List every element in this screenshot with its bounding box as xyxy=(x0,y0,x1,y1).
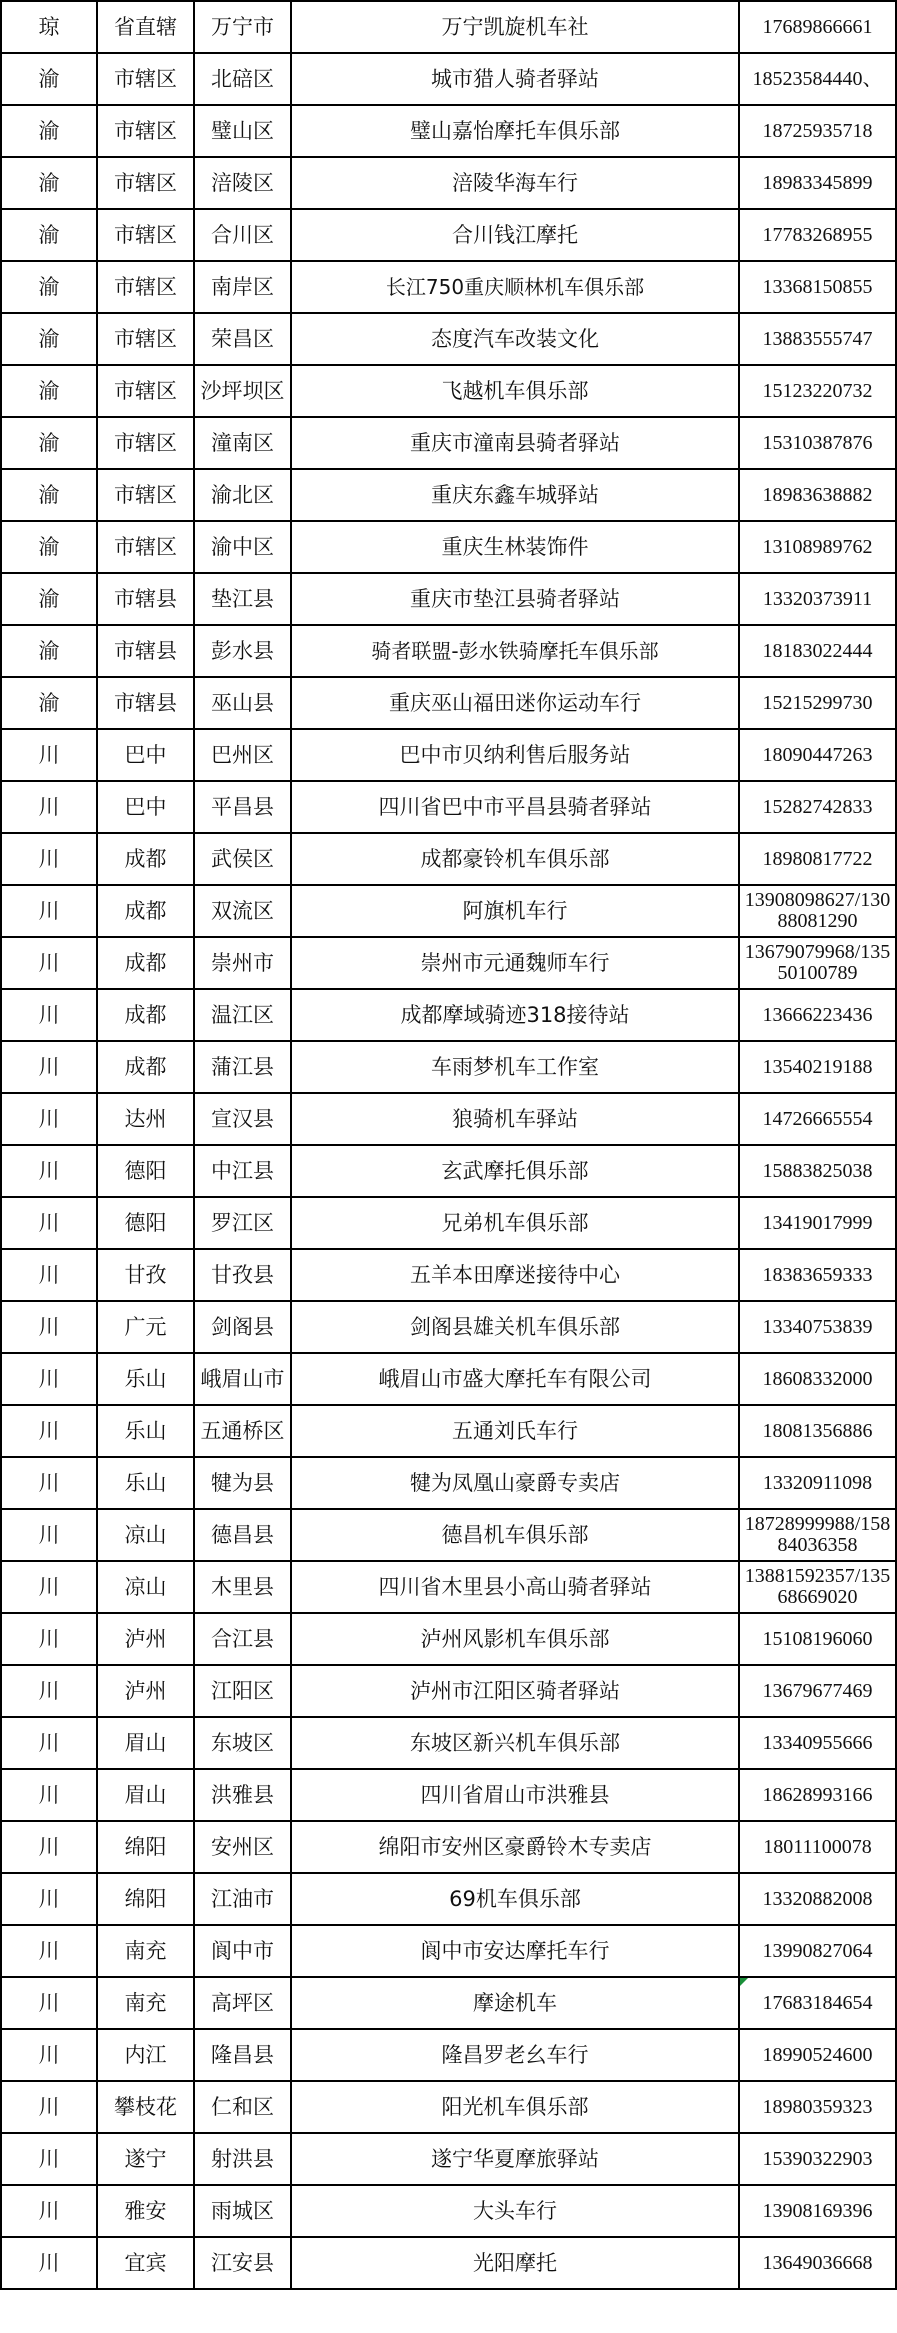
phone-cell: 17689866661 xyxy=(739,1,896,53)
phone-cell: 18990524600 xyxy=(739,2029,896,2081)
province-cell: 川 xyxy=(1,1717,97,1769)
city-cell: 眉山 xyxy=(97,1717,194,1769)
phone-cell: 14726665554 xyxy=(739,1093,896,1145)
district-cell: 雨城区 xyxy=(194,2185,291,2237)
phone-cell: 18983638882 xyxy=(739,469,896,521)
province-cell: 琼 xyxy=(1,1,97,53)
phone-cell: 18523584440、 xyxy=(739,53,896,105)
name-cell: 阿旗机车行 xyxy=(291,885,739,937)
province-cell: 渝 xyxy=(1,261,97,313)
city-cell: 绵阳 xyxy=(97,1821,194,1873)
name-cell: 四川省眉山市洪雅县 xyxy=(291,1769,739,1821)
phone-cell: 13320373911 xyxy=(739,573,896,625)
province-cell: 渝 xyxy=(1,573,97,625)
table-row xyxy=(1,729,896,781)
district-cell: 沙坪坝区 xyxy=(194,365,291,417)
phone-cell: 18980817722 xyxy=(739,833,896,885)
table-row xyxy=(1,1717,896,1769)
district-cell: 木里县 xyxy=(194,1561,291,1613)
district-cell: 双流区 xyxy=(194,885,291,937)
table-row xyxy=(1,1093,896,1145)
phone-cell: 15215299730 xyxy=(739,677,896,729)
phone-cell: 15108196060 xyxy=(739,1613,896,1665)
province-cell: 川 xyxy=(1,1145,97,1197)
table-row xyxy=(1,1353,896,1405)
province-cell: 川 xyxy=(1,1561,97,1613)
name-cell: 阳光机车俱乐部 xyxy=(291,2081,739,2133)
city-cell: 市辖县 xyxy=(97,677,194,729)
district-cell: 渝北区 xyxy=(194,469,291,521)
district-cell: 中江县 xyxy=(194,1145,291,1197)
table-row xyxy=(1,573,896,625)
table-row xyxy=(1,2029,896,2081)
name-cell: 剑阁县雄关机车俱乐部 xyxy=(291,1301,739,1353)
province-cell: 川 xyxy=(1,2029,97,2081)
district-cell: 崇州市 xyxy=(194,937,291,989)
district-cell: 合川区 xyxy=(194,209,291,261)
table-row xyxy=(1,521,896,573)
city-cell: 攀枝花 xyxy=(97,2081,194,2133)
city-cell: 市辖区 xyxy=(97,417,194,469)
district-cell: 安州区 xyxy=(194,1821,291,1873)
province-cell: 川 xyxy=(1,1613,97,1665)
district-cell: 仁和区 xyxy=(194,2081,291,2133)
district-cell: 阆中市 xyxy=(194,1925,291,1977)
table-row xyxy=(1,781,896,833)
district-cell: 合江县 xyxy=(194,1613,291,1665)
name-cell: 摩途机车 xyxy=(291,1977,739,2029)
city-cell: 南充 xyxy=(97,1925,194,1977)
phone-cell: 13419017999 xyxy=(739,1197,896,1249)
district-cell: 东坡区 xyxy=(194,1717,291,1769)
province-cell: 渝 xyxy=(1,53,97,105)
province-cell: 渝 xyxy=(1,521,97,573)
city-cell: 乐山 xyxy=(97,1457,194,1509)
city-cell: 省直辖 xyxy=(97,1,194,53)
table-row xyxy=(1,2185,896,2237)
province-cell: 川 xyxy=(1,2081,97,2133)
phone-cell: 18011100078 xyxy=(739,1821,896,1873)
district-cell: 德昌县 xyxy=(194,1509,291,1561)
table-body xyxy=(1,1,896,2289)
city-cell: 内江 xyxy=(97,2029,194,2081)
phone-cell: 13908169396 xyxy=(739,2185,896,2237)
province-cell: 川 xyxy=(1,2237,97,2289)
table-row xyxy=(1,1561,896,1613)
province-cell: 川 xyxy=(1,1977,97,2029)
name-cell: 阆中市安达摩托车行 xyxy=(291,1925,739,1977)
phone-cell: 18628993166 xyxy=(739,1769,896,1821)
phone-cell: 17783268955 xyxy=(739,209,896,261)
table-row xyxy=(1,1405,896,1457)
district-cell: 彭水县 xyxy=(194,625,291,677)
name-cell: 璧山嘉怡摩托车俱乐部 xyxy=(291,105,739,157)
province-cell: 川 xyxy=(1,885,97,937)
table-row xyxy=(1,105,896,157)
city-cell: 市辖区 xyxy=(97,209,194,261)
province-cell: 川 xyxy=(1,1509,97,1561)
table-row xyxy=(1,1249,896,1301)
name-cell: 重庆东鑫车城驿站 xyxy=(291,469,739,521)
phone-cell: 18608332000 xyxy=(739,1353,896,1405)
name-cell: 成都摩域骑迹318接待站 xyxy=(291,989,739,1041)
province-cell: 川 xyxy=(1,1353,97,1405)
name-cell: 兄弟机车俱乐部 xyxy=(291,1197,739,1249)
table-row xyxy=(1,1301,896,1353)
district-cell: 江阳区 xyxy=(194,1665,291,1717)
district-cell: 涪陵区 xyxy=(194,157,291,209)
city-cell: 宜宾 xyxy=(97,2237,194,2289)
name-cell: 飞越机车俱乐部 xyxy=(291,365,739,417)
district-cell: 犍为县 xyxy=(194,1457,291,1509)
province-cell: 川 xyxy=(1,937,97,989)
name-cell: 城市猎人骑者驿站 xyxy=(291,53,739,105)
city-cell: 成都 xyxy=(97,885,194,937)
district-cell: 璧山区 xyxy=(194,105,291,157)
province-cell: 川 xyxy=(1,1457,97,1509)
phone-cell: 15310387876 xyxy=(739,417,896,469)
district-cell: 荣昌区 xyxy=(194,313,291,365)
table-row xyxy=(1,937,896,989)
table-row xyxy=(1,885,896,937)
district-cell: 万宁市 xyxy=(194,1,291,53)
city-cell: 市辖区 xyxy=(97,521,194,573)
name-cell: 合川钱江摩托 xyxy=(291,209,739,261)
province-cell: 川 xyxy=(1,1249,97,1301)
table-row xyxy=(1,1,896,53)
phone-cell: 13340955666 xyxy=(739,1717,896,1769)
phone-cell: 15390322903 xyxy=(739,2133,896,2185)
district-cell: 巴州区 xyxy=(194,729,291,781)
phone-cell: 18725935718 xyxy=(739,105,896,157)
district-cell: 北碚区 xyxy=(194,53,291,105)
province-cell: 川 xyxy=(1,1665,97,1717)
name-cell: 玄武摩托俱乐部 xyxy=(291,1145,739,1197)
province-cell: 渝 xyxy=(1,157,97,209)
table-row xyxy=(1,989,896,1041)
phone-cell: 13679677469 xyxy=(739,1665,896,1717)
name-cell: 重庆市垫江县骑者驿站 xyxy=(291,573,739,625)
district-cell: 甘孜县 xyxy=(194,1249,291,1301)
province-cell: 川 xyxy=(1,1873,97,1925)
city-cell: 成都 xyxy=(97,1041,194,1093)
table-row xyxy=(1,1977,896,2029)
district-cell: 南岸区 xyxy=(194,261,291,313)
district-cell: 江油市 xyxy=(194,1873,291,1925)
name-cell: 大头车行 xyxy=(291,2185,739,2237)
district-cell: 平昌县 xyxy=(194,781,291,833)
city-cell: 市辖区 xyxy=(97,157,194,209)
table-row xyxy=(1,1509,896,1561)
city-cell: 甘孜 xyxy=(97,1249,194,1301)
province-cell: 川 xyxy=(1,1821,97,1873)
district-cell: 宣汉县 xyxy=(194,1093,291,1145)
table-row xyxy=(1,53,896,105)
province-cell: 川 xyxy=(1,989,97,1041)
city-cell: 市辖区 xyxy=(97,469,194,521)
city-cell: 巴中 xyxy=(97,729,194,781)
city-cell: 绵阳 xyxy=(97,1873,194,1925)
city-cell: 德阳 xyxy=(97,1145,194,1197)
province-cell: 川 xyxy=(1,1197,97,1249)
city-cell: 市辖区 xyxy=(97,261,194,313)
table-row xyxy=(1,261,896,313)
table-row xyxy=(1,677,896,729)
table-row xyxy=(1,833,896,885)
city-cell: 成都 xyxy=(97,937,194,989)
name-cell: 五羊本田摩迷接待中心 xyxy=(291,1249,739,1301)
phone-cell: 17683184654 xyxy=(739,1977,896,2029)
name-cell: 成都豪铃机车俱乐部 xyxy=(291,833,739,885)
table-row xyxy=(1,1665,896,1717)
phone-cell: 18183022444 xyxy=(739,625,896,677)
province-cell: 川 xyxy=(1,1769,97,1821)
province-cell: 川 xyxy=(1,1093,97,1145)
name-cell: 重庆生林装饰件 xyxy=(291,521,739,573)
province-cell: 川 xyxy=(1,781,97,833)
province-cell: 川 xyxy=(1,1301,97,1353)
district-cell: 射洪县 xyxy=(194,2133,291,2185)
table-row xyxy=(1,2133,896,2185)
name-cell: 涪陵华海车行 xyxy=(291,157,739,209)
name-cell: 五通刘氏车行 xyxy=(291,1405,739,1457)
phone-cell: 13666223436 xyxy=(739,989,896,1041)
phone-cell: 15123220732 xyxy=(739,365,896,417)
district-cell: 潼南区 xyxy=(194,417,291,469)
province-cell: 渝 xyxy=(1,365,97,417)
name-cell: 遂宁华夏摩旅驿站 xyxy=(291,2133,739,2185)
city-cell: 南充 xyxy=(97,1977,194,2029)
table-row xyxy=(1,2237,896,2289)
name-cell: 巴中市贝纳利售后服务站 xyxy=(291,729,739,781)
table-row xyxy=(1,417,896,469)
name-cell: 重庆市潼南县骑者驿站 xyxy=(291,417,739,469)
district-cell: 渝中区 xyxy=(194,521,291,573)
table-row xyxy=(1,1613,896,1665)
city-cell: 泸州 xyxy=(97,1613,194,1665)
city-cell: 成都 xyxy=(97,833,194,885)
name-cell: 长江750重庆顺林机车俱乐部 xyxy=(291,261,739,313)
phone-cell: 13649036668 xyxy=(739,2237,896,2289)
table-row xyxy=(1,1145,896,1197)
name-cell: 泸州市江阳区骑者驿站 xyxy=(291,1665,739,1717)
city-cell: 市辖县 xyxy=(97,625,194,677)
table-row xyxy=(1,1821,896,1873)
city-cell: 凉山 xyxy=(97,1509,194,1561)
table-row xyxy=(1,313,896,365)
name-cell: 重庆巫山福田迷你运动车行 xyxy=(291,677,739,729)
table-row xyxy=(1,1041,896,1093)
table-row xyxy=(1,2081,896,2133)
name-cell: 态度汽车改装文化 xyxy=(291,313,739,365)
city-cell: 广元 xyxy=(97,1301,194,1353)
city-cell: 巴中 xyxy=(97,781,194,833)
table-row xyxy=(1,1769,896,1821)
table-row xyxy=(1,469,896,521)
district-cell: 洪雅县 xyxy=(194,1769,291,1821)
city-cell: 市辖区 xyxy=(97,53,194,105)
phone-cell: 18383659333 xyxy=(739,1249,896,1301)
name-cell: 犍为凤凰山豪爵专卖店 xyxy=(291,1457,739,1509)
city-cell: 遂宁 xyxy=(97,2133,194,2185)
district-cell: 温江区 xyxy=(194,989,291,1041)
province-cell: 渝 xyxy=(1,469,97,521)
table-row xyxy=(1,1197,896,1249)
name-cell: 光阳摩托 xyxy=(291,2237,739,2289)
city-cell: 乐山 xyxy=(97,1353,194,1405)
district-cell: 武侯区 xyxy=(194,833,291,885)
district-cell: 罗江区 xyxy=(194,1197,291,1249)
name-cell: 隆昌罗老幺车行 xyxy=(291,2029,739,2081)
table-row xyxy=(1,1873,896,1925)
name-cell: 车雨梦机车工作室 xyxy=(291,1041,739,1093)
province-cell: 渝 xyxy=(1,313,97,365)
province-cell: 渝 xyxy=(1,677,97,729)
phone-cell: 13883555747 xyxy=(739,313,896,365)
table-row xyxy=(1,209,896,261)
name-cell: 峨眉山市盛大摩托车有限公司 xyxy=(291,1353,739,1405)
province-cell: 川 xyxy=(1,1041,97,1093)
phone-cell: 18983345899 xyxy=(739,157,896,209)
phone-cell: 13990827064 xyxy=(739,1925,896,1977)
name-cell: 万宁凯旋机车社 xyxy=(291,1,739,53)
city-cell: 市辖区 xyxy=(97,365,194,417)
city-cell: 雅安 xyxy=(97,2185,194,2237)
province-cell: 渝 xyxy=(1,625,97,677)
name-cell: 四川省木里县小高山骑者驿站 xyxy=(291,1561,739,1613)
city-cell: 成都 xyxy=(97,989,194,1041)
province-cell: 川 xyxy=(1,2133,97,2185)
city-cell: 乐山 xyxy=(97,1405,194,1457)
province-cell: 川 xyxy=(1,1925,97,1977)
district-cell: 江安县 xyxy=(194,2237,291,2289)
district-cell: 隆昌县 xyxy=(194,2029,291,2081)
district-cell: 巫山县 xyxy=(194,677,291,729)
city-cell: 泸州 xyxy=(97,1665,194,1717)
city-cell: 达州 xyxy=(97,1093,194,1145)
phone-cell: 13320882008 xyxy=(739,1873,896,1925)
name-cell: 骑者联盟-彭水铁骑摩托车俱乐部 xyxy=(291,625,739,677)
district-cell: 峨眉山市 xyxy=(194,1353,291,1405)
table-row xyxy=(1,365,896,417)
phone-cell: 13540219188 xyxy=(739,1041,896,1093)
district-cell: 蒲江县 xyxy=(194,1041,291,1093)
name-cell: 德昌机车俱乐部 xyxy=(291,1509,739,1561)
name-cell: 泸州风影机车俱乐部 xyxy=(291,1613,739,1665)
city-cell: 凉山 xyxy=(97,1561,194,1613)
province-cell: 川 xyxy=(1,833,97,885)
phone-cell: 18980359323 xyxy=(739,2081,896,2133)
phone-cell: 18728999988/15884036358 xyxy=(739,1509,896,1561)
name-cell: 69机车俱乐部 xyxy=(291,1873,739,1925)
city-cell: 德阳 xyxy=(97,1197,194,1249)
phone-cell: 13368150855 xyxy=(739,261,896,313)
phone-cell: 13108989762 xyxy=(739,521,896,573)
phone-cell: 18081356886 xyxy=(739,1405,896,1457)
table-row xyxy=(1,157,896,209)
province-cell: 渝 xyxy=(1,417,97,469)
phone-cell: 13908098627/13088081290 xyxy=(739,885,896,937)
phone-cell: 15883825038 xyxy=(739,1145,896,1197)
name-cell: 狼骑机车驿站 xyxy=(291,1093,739,1145)
phone-cell: 13320911098 xyxy=(739,1457,896,1509)
city-cell: 眉山 xyxy=(97,1769,194,1821)
phone-cell: 13679079968/13550100789 xyxy=(739,937,896,989)
province-cell: 渝 xyxy=(1,209,97,261)
province-cell: 渝 xyxy=(1,105,97,157)
province-cell: 川 xyxy=(1,1405,97,1457)
table-row xyxy=(1,1925,896,1977)
table-row xyxy=(1,625,896,677)
district-cell: 五通桥区 xyxy=(194,1405,291,1457)
phone-cell: 13340753839 xyxy=(739,1301,896,1353)
name-cell: 绵阳市安州区豪爵铃木专卖店 xyxy=(291,1821,739,1873)
phone-cell: 15282742833 xyxy=(739,781,896,833)
district-cell: 剑阁县 xyxy=(194,1301,291,1353)
district-cell: 垫江县 xyxy=(194,573,291,625)
province-cell: 川 xyxy=(1,2185,97,2237)
name-cell: 四川省巴中市平昌县骑者驿站 xyxy=(291,781,739,833)
name-cell: 崇州市元通魏师车行 xyxy=(291,937,739,989)
city-cell: 市辖县 xyxy=(97,573,194,625)
phone-cell: 18090447263 xyxy=(739,729,896,781)
table-row xyxy=(1,1457,896,1509)
city-cell: 市辖区 xyxy=(97,105,194,157)
phone-cell: 13881592357/13568669020 xyxy=(739,1561,896,1613)
name-cell: 东坡区新兴机车俱乐部 xyxy=(291,1717,739,1769)
city-cell: 市辖区 xyxy=(97,313,194,365)
province-cell: 川 xyxy=(1,729,97,781)
district-cell: 高坪区 xyxy=(194,1977,291,2029)
